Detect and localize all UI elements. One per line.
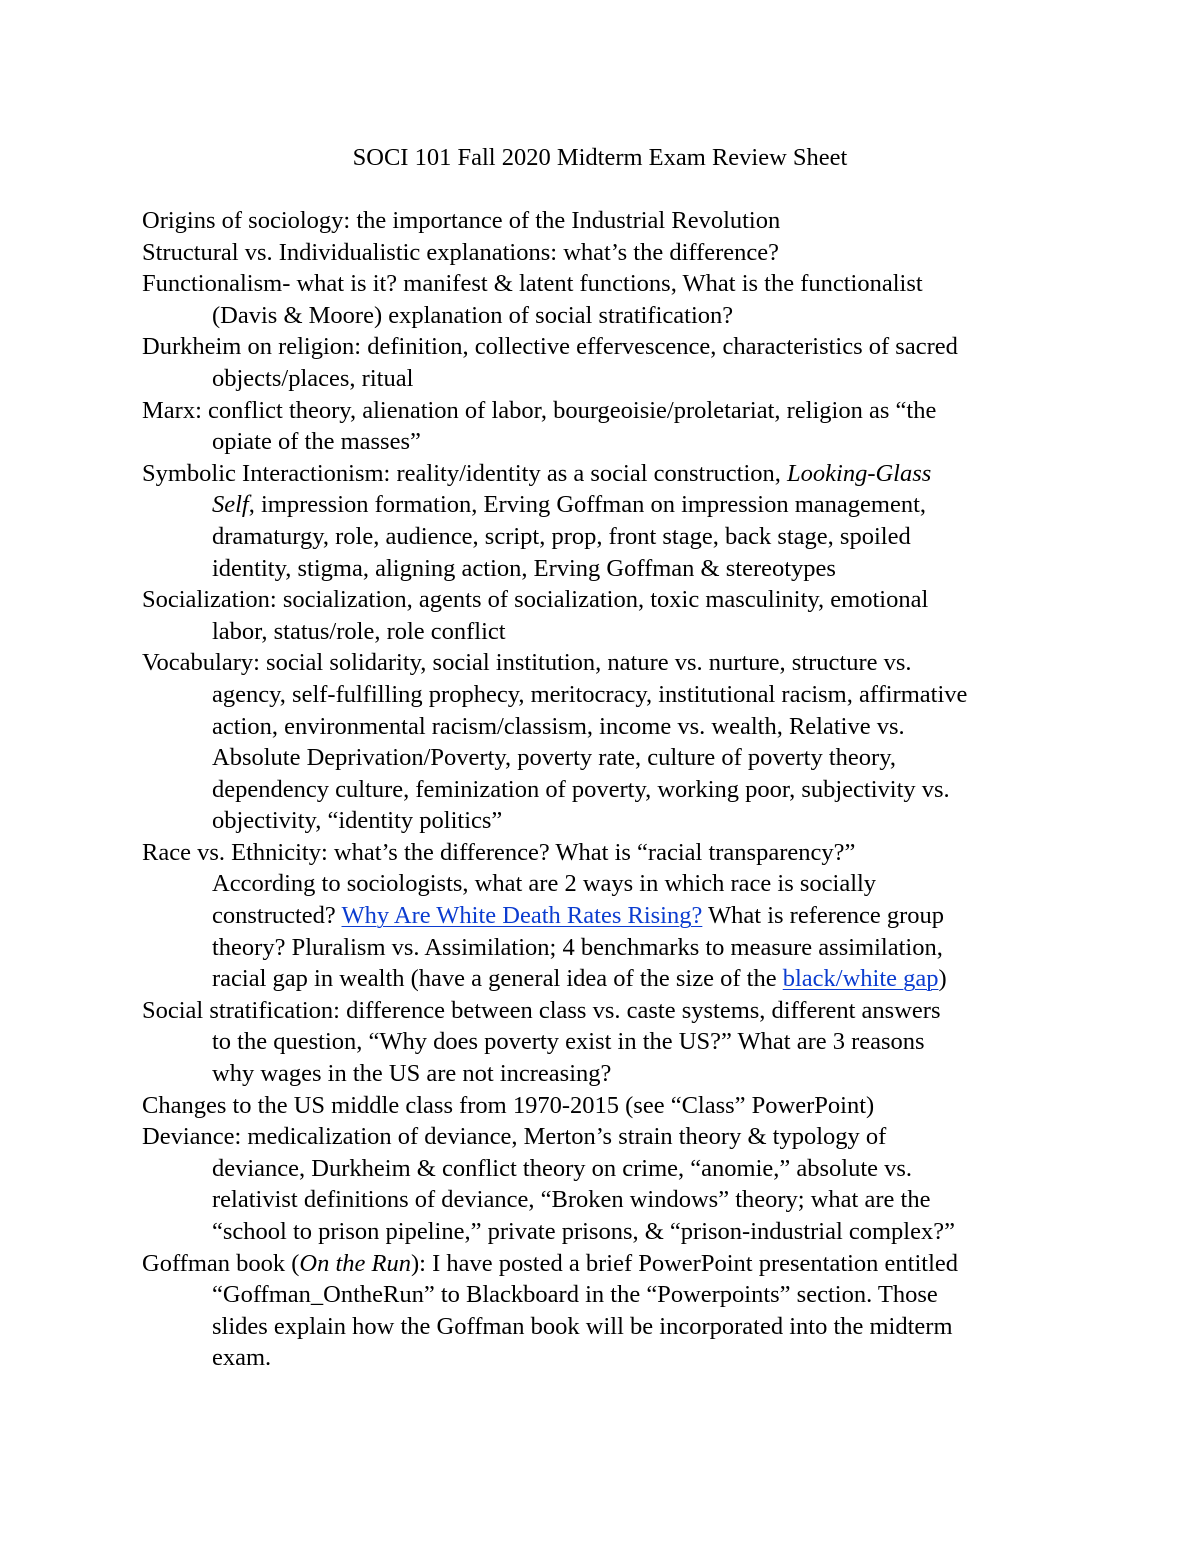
- topic-line: [142, 458, 1072, 490]
- topic-deviance: [142, 1121, 1072, 1247]
- topic-line-continued: (Davis & Moore) explanation of social stratification?: [212, 301, 734, 329]
- topic-line-continued: objects/places, ritual: [212, 364, 414, 392]
- topic-line: Socialization: socialization, agents of socialization, toxic masculinity, emotional: [142, 586, 929, 614]
- topic-line-continued: exam.: [212, 1344, 272, 1372]
- topic-text: , impression formation, Erving Goffman on impression management,: [248, 491, 927, 519]
- topic-text: Symbolic Interactionism: reality/identity as a social construction,: [142, 459, 788, 487]
- topic-line: Vocabulary: social solidarity, social institution, nature vs. nurture, structure vs.: [142, 649, 912, 677]
- topic-line-continued: According to sociologists, what are 2 ways in which race is socially: [212, 870, 877, 898]
- topic-line-continued: why wages in the US are not increasing?: [212, 1060, 612, 1088]
- black-white-gap-link[interactable]: black/white gap: [782, 965, 939, 993]
- topic-origins-of-sociology: [142, 205, 1072, 237]
- review-topics: [142, 205, 1072, 1374]
- topic-line: Changes to the US middle class from 1970-2015 (see “Class” PowerPoint): [142, 1091, 875, 1119]
- topic-line-continued: deviance, Durkheim & conflict theory on crime, “anomie,” absolute vs.: [212, 1154, 913, 1182]
- italic-book-title: On the Run: [299, 1249, 412, 1277]
- topic-line-continued: opiate of the masses”: [212, 428, 421, 456]
- topic-line: Durkheim on religion: definition, collective effervescence, characteristics of sacred: [142, 333, 958, 361]
- topic-text: constructed?: [212, 902, 342, 930]
- topic-vocabulary: [142, 647, 1072, 837]
- topic-line-continued: identity, stigma, aligning action, Erving Goffman & stereotypes: [212, 554, 836, 582]
- topic-line-continued: labor, status/role, role conflict: [212, 617, 506, 645]
- topic-text: Goffman book (: [142, 1249, 300, 1277]
- topic-line-continued: slides explain how the Goffman book will be incorporated into the midterm: [212, 1312, 953, 1340]
- topic-race-vs-ethnicity: [142, 837, 1072, 995]
- topic-marx: [142, 395, 1072, 458]
- topic-line: [142, 1248, 1072, 1280]
- topic-line-continued: Absolute Deprivation/Poverty, poverty rate, culture of poverty theory,: [212, 744, 896, 772]
- topic-line: Marx: conflict theory, alienation of labor, bourgeoisie/proletariat, religion as “the: [142, 396, 937, 424]
- topic-socialization: [142, 584, 1072, 647]
- topic-line-continued: [142, 900, 1072, 932]
- topic-social-stratification: [142, 995, 1072, 1090]
- topic-line: Functionalism- what is it? manifest & latent functions, What is the functionalist: [142, 270, 923, 298]
- page-title: SOCI 101 Fall 2020 Midterm Exam Review Sheet: [352, 144, 848, 171]
- white-death-rates-link[interactable]: Why Are White Death Rates Rising?: [341, 902, 703, 930]
- topic-line-continued: [142, 489, 1072, 521]
- italic-term-self: Self: [212, 491, 249, 519]
- italic-term-looking-glass: Looking-Glass: [787, 459, 932, 487]
- topic-line-continued: “Goffman_OntheRun” to Blackboard in the “Powerpoints” section. Those: [212, 1281, 938, 1309]
- topic-line-continued: dependency culture, feminization of poverty, working poor, subjectivity vs.: [212, 775, 950, 803]
- topic-goffman-book: [142, 1248, 1072, 1374]
- topic-symbolic-interactionism: [142, 458, 1072, 584]
- topic-text: racial gap in wealth (have a general idea of the size of the: [212, 965, 783, 993]
- topic-line: Race vs. Ethnicity: what’s the difference? What is “racial transparency?”: [142, 838, 856, 866]
- topic-line: Social stratification: difference between class vs. caste systems, different answers: [142, 996, 941, 1024]
- topic-middle-class-changes: [142, 1090, 1072, 1122]
- topic-line-continued: to the question, “Why does poverty exist in the US?” What are 3 reasons: [212, 1028, 925, 1056]
- topic-line-continued: objectivity, “identity politics”: [212, 807, 503, 835]
- topic-line: Origins of sociology: the importance of the Industrial Revolution: [142, 207, 781, 234]
- topic-durkheim-religion: [142, 331, 1072, 394]
- topic-text: What is reference group: [702, 902, 945, 930]
- topic-line: Structural vs. Individualistic explanations: what’s the difference?: [142, 238, 780, 266]
- topic-line-continued: agency, self-fulfilling prophecy, meritocracy, institutional racism, affirmative: [212, 680, 968, 708]
- topic-line-continued: [142, 963, 1072, 995]
- topic-structural-vs-individualistic: [142, 237, 1072, 269]
- topic-functionalism: [142, 268, 1072, 331]
- topic-line-continued: theory? Pluralism vs. Assimilation; 4 benchmarks to measure assimilation,: [212, 933, 943, 961]
- topic-line-continued: relativist definitions of deviance, “Broken windows” theory; what are the: [212, 1186, 931, 1214]
- topic-line-continued: dramaturgy, role, audience, script, prop, front stage, back stage, spoiled: [212, 522, 911, 550]
- topic-line: Deviance: medicalization of deviance, Merton’s strain theory & typology of: [142, 1123, 887, 1151]
- topic-text: ): [938, 965, 947, 993]
- topic-line-continued: action, environmental racism/classism, income vs. wealth, Relative vs.: [212, 712, 905, 740]
- topic-line-continued: “school to prison pipeline,” private prisons, & “prison-industrial complex?”: [212, 1218, 955, 1245]
- topic-text: ): I have posted a brief PowerPoint presentation entitled: [411, 1249, 959, 1277]
